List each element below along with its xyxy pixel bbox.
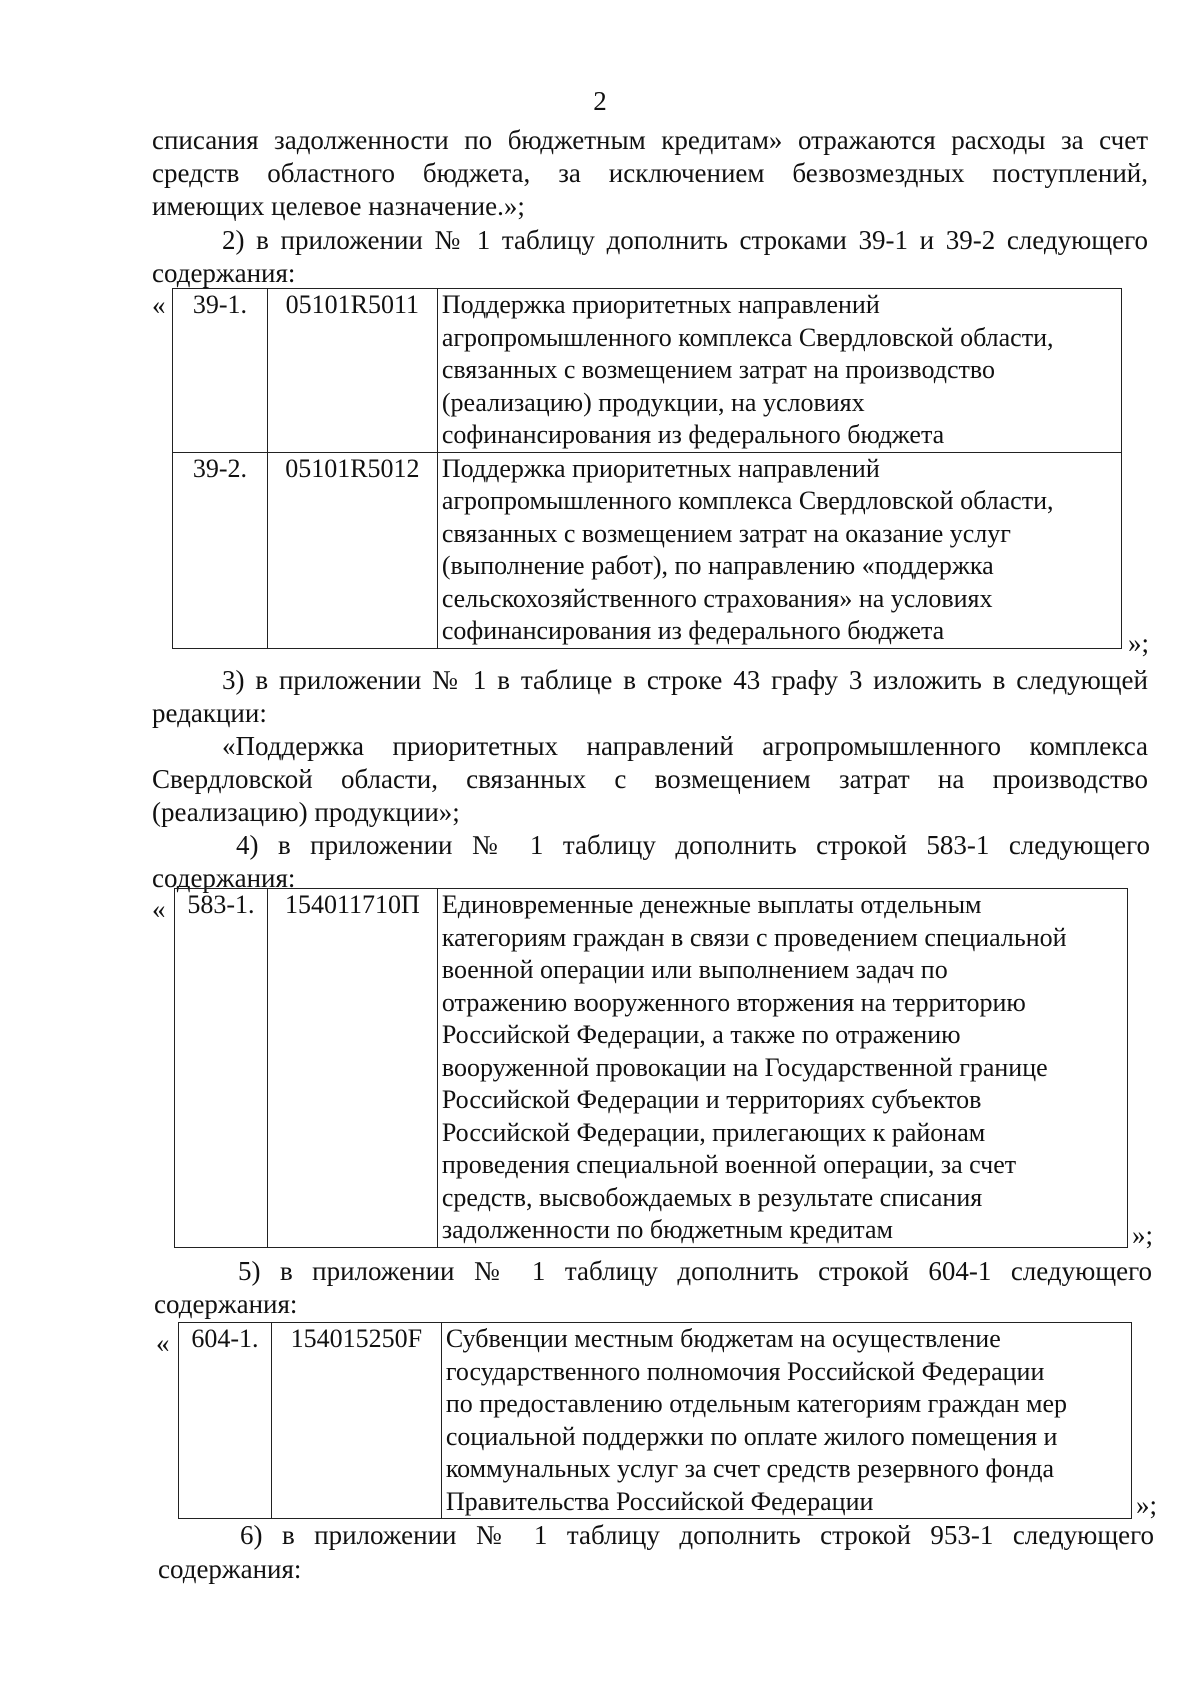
description-line: военной операции или выполнением задач по [441,955,948,984]
row-code: 05101R5012 [267,452,437,648]
item3-line-3: «Поддержка приоритетных направлений агропромышленного комплекса [222,731,1148,761]
description-line: государственного полномочия Российской Федерации [445,1356,1045,1386]
item2-line-1: 2) в приложении № 1 таблицу дополнить строками 39-1 и 39-2 следующего [222,225,1148,255]
description-line: Российской Федерации, прилегающих к районам [441,1117,986,1147]
intro-line-2: средств областного бюджета, за исключением безвозмездных поступлений, [152,158,1148,188]
description-line: по предоставлению отдельным категориям граждан мер [445,1389,1068,1418]
description-line: Российской Федерации, а также по отражению [441,1020,961,1049]
intro-line-1: списания задолженности по бюджетным кредитам» отражаются расходы за счет [152,125,1148,155]
description-line: Единовременные денежные выплаты отдельным [441,890,982,919]
item3-line-1: 3) в приложении № 1 в таблице в строке 43 графу 3 изложить в следующей [222,665,1148,695]
table-row [179,1323,1132,1519]
row-code: 154011710П [267,889,437,1248]
description-line: Поддержка приоритетных направлений [441,290,880,319]
table1 [172,288,1122,649]
description-line: категориям граждан в связи с проведением специальной [441,922,1067,952]
row-number: 583-1. [175,889,268,1248]
description-line: связанных с возмещением затрат на производство [441,355,995,384]
table1-open-quote: « [152,290,166,320]
item4-line-2: содержания: [152,863,296,893]
description-line: вооруженной провокации на Государственной границе [441,1052,1048,1082]
description-line: агропромышленного комплекса Свердловской области, [441,322,1054,352]
item3-line-5: (реализацию) продукции»; [152,797,460,827]
table-row [175,889,1128,1248]
description-line: софинансирования из федерального бюджета [441,616,945,645]
table2-close-quote: »; [1132,1220,1154,1250]
row-number: 604-1. [179,1323,272,1519]
description-line: софинансирования из федерального бюджета [441,420,945,449]
item3-line-4: Свердловской области, связанных с возмещением затрат на производство [152,764,1148,794]
description-line: (выполнение работ), по направлению «поддержка [441,551,994,580]
intro-line-3: имеющих целевое назначение.»; [152,191,525,221]
table1-close-quote: »; [1128,628,1150,658]
item5-line-1: 5) в приложении № 1 таблицу дополнить строкой 604-1 следующего [238,1256,1152,1286]
item6-line-2: содержания: [158,1554,302,1584]
description-line: Российской Федерации и территориях субъектов [441,1085,982,1114]
item6-line-1: 6) в приложении № 1 таблицу дополнить строкой 953-1 следующего [240,1520,1154,1550]
description-line: задолженности по бюджетным кредитам [441,1215,893,1244]
row-code: 05101R5011 [267,289,437,453]
description-line: агропромышленного комплекса Свердловской области, [441,486,1054,515]
table3 [178,1322,1132,1519]
description-line: средств, высвобождаемых в результате списания [441,1182,983,1212]
description-line: социальной поддержки по оплате жилого помещения и [445,1421,1058,1451]
description-line: сельскохозяйственного страхования» на условиях [441,583,993,613]
description-line: Поддержка приоритетных направлений [441,453,880,483]
description-line: Субвенции местным бюджетам на осуществление [445,1324,1001,1353]
table3-open-quote: « [156,1328,170,1358]
page-number: 2 [593,86,607,116]
description-line: коммунальных услуг за счет средств резервного фонда [445,1454,1055,1483]
description-line: (реализацию) продукции, на условиях [441,387,865,417]
description-line: Правительства Российской Федерации [445,1486,874,1516]
table3-close-quote: »; [1136,1490,1158,1520]
table-row [173,289,1122,453]
table2-open-quote: « [152,894,166,924]
description-line: отражению вооруженного вторжения на территорию [441,987,1026,1017]
row-description [437,452,1121,648]
row-description [437,289,1121,453]
description-line: связанных с возмещением затрат на оказание услуг [441,518,1011,548]
item2-line-2: содержания: [152,258,296,288]
item4-line-1: 4) в приложении № 1 таблицу дополнить строкой 583-1 следующего [236,830,1150,860]
row-code: 154015250F [271,1323,441,1519]
row-number: 39-1. [173,289,268,453]
table-row [173,452,1122,648]
row-description [441,1323,1131,1519]
row-number: 39-2. [173,452,268,648]
description-line: проведения специальной военной операции, за счет [441,1150,1017,1179]
item3-line-2: редакции: [152,698,267,728]
item5-line-2: содержания: [154,1289,298,1319]
row-description [437,889,1127,1248]
table2 [174,888,1128,1248]
